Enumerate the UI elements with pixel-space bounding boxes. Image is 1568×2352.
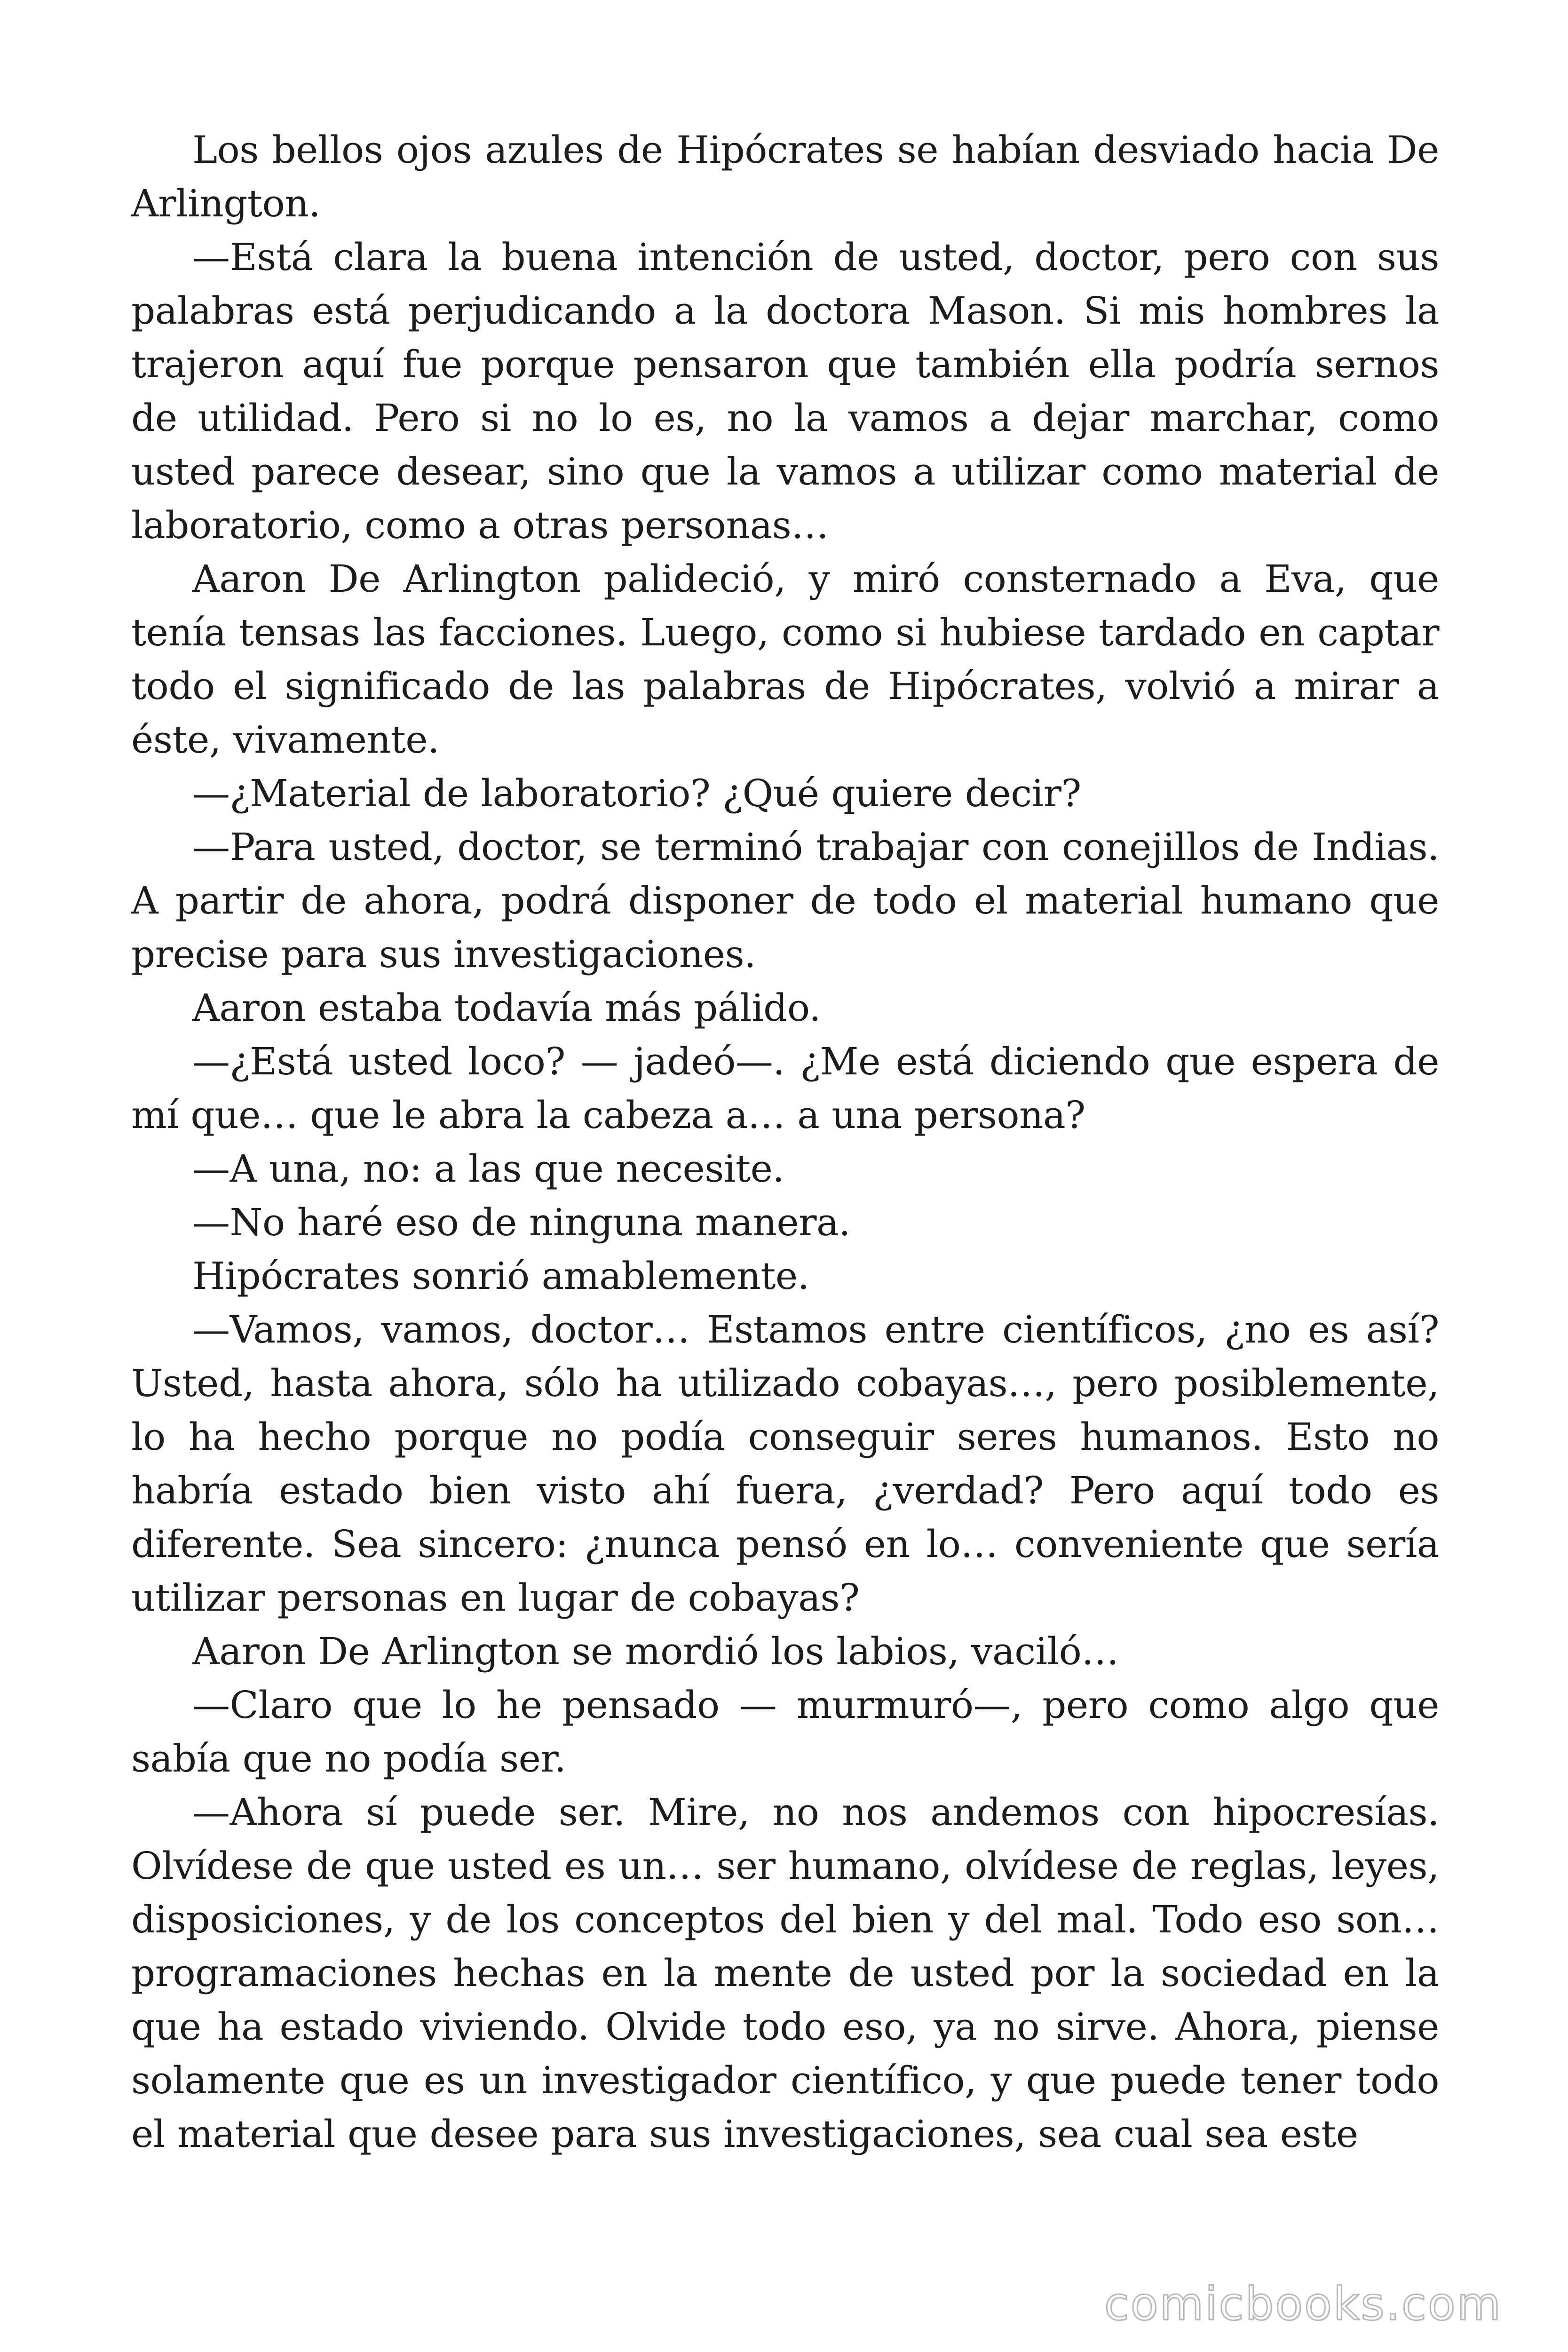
paragraph: Los bellos ojos azules de Hipócrates se habían desviado hacia De Arlington.: [131, 128, 1439, 225]
paragraph: Hipócrates sonrió amablemente.: [192, 1254, 809, 1298]
page-text: [131, 123, 1439, 2161]
paragraph: Aaron De Arlington palideció, y miró consternado a Eva, que tenía tensas las facciones. Luego, como si hubiese tardado en captar todo el significado de las palabras de Hipócrates, volvió a mirar a éste, vivamente.: [131, 557, 1439, 762]
paragraph: —¿Está usted loco? — jadeó—. ¿Me está diciendo que espera de mí que… que le abra la cabeza a… a una persona?: [131, 1040, 1439, 1137]
paragraph: Aaron estaba todavía más pálido.: [192, 986, 821, 1030]
paragraph: —A una, no: a las que necesite.: [192, 1147, 784, 1191]
paragraph: —Claro que lo he pensado — murmuró—, pero como algo que sabía que no podía ser.: [131, 1683, 1439, 1780]
paragraph: —Está clara la buena intención de usted, doctor, pero con sus palabras está perjudicando a la doctora Mason. Si mis hombres la trajeron aquí fue porque pensaron que también ella podría sernos de utilidad. Pero si no lo es, no la vamos a dejar marchar, como usted parece desear, sino que la vamos a utilizar como material de laboratorio, como a otras personas…: [131, 235, 1439, 547]
paragraph: Aaron De Arlington se mordió los labios, vaciló…: [192, 1629, 1119, 1673]
paragraph: —Ahora sí puede ser. Mire, no nos andemos con hipocresías. Olvídese de que usted es un… ser humano, olvídese de reglas, leyes, disposiciones, y de los conceptos del bien y del mal. Todo eso son… programaciones hechas en la mente de usted por la sociedad en la que ha estado viviendo. Olvide todo eso, ya no sirve. Ahora, piense solamente que es un investigador científico, y que puede tener todo el material que desee para sus investigaciones, sea cual sea este: [131, 1790, 1439, 2156]
paragraph: —¿Material de laboratorio? ¿Qué quiere decir?: [192, 771, 1081, 815]
watermark: comicbooks.com: [1104, 2278, 1502, 2330]
paragraph: —No haré eso de ninguna manera.: [192, 1200, 851, 1244]
paragraph: —Para usted, doctor, se terminó trabajar con conejillos de Indias. A partir de ahora, podrá disponer de todo el material humano que precise para sus investigaciones.: [131, 825, 1439, 976]
paragraph: —Vamos, vamos, doctor… Estamos entre científicos, ¿no es así? Usted, hasta ahora, sólo ha utilizado cobayas…, pero posiblemente, lo ha hecho porque no podía conseguir seres humanos. Esto no habría estado bien visto ahí fuera, ¿verdad? Pero aquí todo es diferente. Sea sincero: ¿nunca pensó en lo… conveniente que sería utilizar personas en lugar de cobayas?: [131, 1308, 1439, 1620]
